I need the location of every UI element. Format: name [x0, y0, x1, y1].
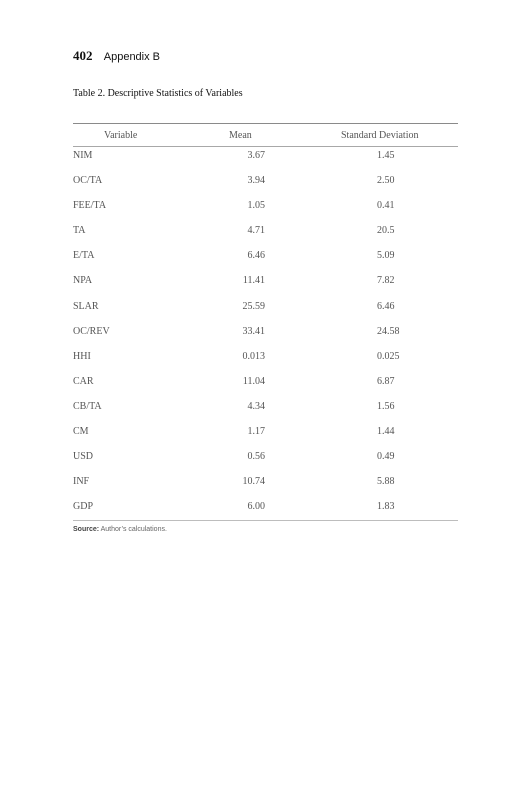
source-text: Author’s calculations.	[100, 526, 167, 533]
page-number: 402	[73, 48, 93, 63]
mean-cell: 4.34	[247, 400, 265, 412]
mean-cell: 0.56	[247, 451, 265, 463]
table-row	[0, 150, 531, 175]
mean-cell: 6.00	[247, 501, 265, 513]
standard-deviation-cell: 1.56	[377, 400, 395, 412]
mean-cell: 6.46	[247, 250, 265, 262]
standard-deviation-cell: 1.45	[377, 150, 395, 161]
table-row	[0, 275, 531, 300]
table-body	[0, 150, 531, 526]
table-row	[0, 376, 531, 401]
mean-cell: 3.67	[247, 150, 265, 161]
standard-deviation-cell: 0.49	[377, 451, 395, 463]
variable-cell: GDP	[73, 501, 94, 513]
source-label: Source:	[73, 526, 100, 533]
variable-cell: CM	[73, 426, 89, 438]
table-row	[0, 476, 531, 501]
column-header-variable: Variable	[104, 130, 138, 141]
table-row	[0, 326, 531, 351]
mean-cell: 1.05	[247, 200, 265, 212]
standard-deviation-cell: 6.87	[377, 375, 395, 387]
variable-cell: OC/TA	[73, 175, 103, 187]
mean-cell: 3.94	[247, 175, 265, 187]
table-row	[0, 250, 531, 275]
section-title: Appendix B	[103, 51, 161, 63]
standard-deviation-cell: 7.82	[377, 275, 395, 287]
variable-cell: TA	[73, 225, 86, 237]
variable-cell: INF	[73, 476, 90, 488]
mean-cell: 1.17	[247, 426, 265, 438]
mean-cell: 33.41	[242, 325, 265, 337]
table-row	[0, 225, 531, 250]
table-caption: Table 2. Descriptive Statistics of Variables	[73, 88, 243, 99]
table-row	[0, 301, 531, 326]
variable-cell: NPA	[73, 275, 93, 287]
standard-deviation-cell: 2.50	[377, 175, 395, 187]
standard-deviation-cell: 6.46	[377, 300, 395, 312]
variable-cell: NIM	[73, 150, 93, 161]
table-row	[0, 451, 531, 476]
mean-cell: 11.04	[242, 375, 265, 387]
standard-deviation-cell: 24.58	[377, 325, 400, 337]
variable-cell: USD	[73, 451, 94, 463]
standard-deviation-cell: 0.41	[377, 200, 395, 212]
table-row	[0, 200, 531, 225]
variable-cell: HHI	[73, 350, 91, 362]
source-note	[73, 526, 167, 533]
mean-cell: 25.59	[242, 300, 265, 312]
variable-cell: E/TA	[73, 250, 95, 262]
mean-cell: 4.71	[247, 225, 265, 237]
mean-cell: 0.013	[242, 350, 265, 362]
standard-deviation-cell: 5.88	[377, 476, 395, 488]
variable-cell: SLAR	[73, 300, 99, 312]
variable-cell: CB/TA	[73, 400, 102, 412]
table-header-rule	[73, 146, 458, 147]
table-top-rule	[73, 123, 458, 124]
column-header-standard-deviation: Standard Deviation	[341, 130, 419, 141]
table-row	[0, 426, 531, 451]
column-header-mean: Mean	[229, 130, 252, 141]
table-row	[0, 501, 531, 526]
standard-deviation-cell: 1.44	[377, 426, 395, 438]
mean-cell: 11.41	[242, 275, 265, 287]
standard-deviation-cell: 5.09	[377, 250, 395, 262]
table-row	[0, 351, 531, 376]
standard-deviation-cell: 1.83	[377, 501, 395, 513]
mean-cell: 10.74	[242, 476, 265, 488]
variable-cell: OC/REV	[73, 325, 110, 337]
standard-deviation-cell: 0.025	[377, 350, 400, 362]
table-row	[0, 175, 531, 200]
table-bottom-rule	[73, 520, 458, 521]
standard-deviation-cell: 20.5	[377, 225, 395, 237]
variable-cell: FEE/TA	[73, 200, 107, 212]
variable-cell: CAR	[73, 375, 94, 387]
table-row	[0, 401, 531, 426]
page-header	[73, 48, 160, 64]
